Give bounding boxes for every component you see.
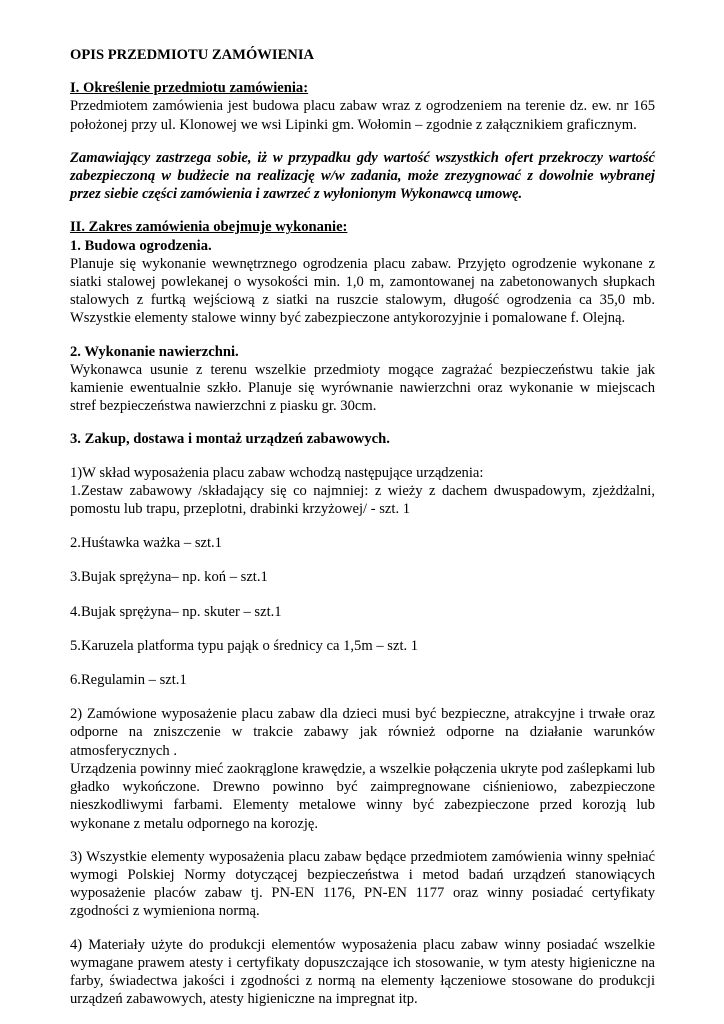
device-item: 3.Bujak sprężyna– np. koń – szt.1 [70,569,268,586]
section-1-heading: I. Określenie przedmiotu zamówienia: [70,80,309,97]
device-item: 5.Karuzela platforma typu pająk o średnicy ca 1,5m – szt. 1 [70,637,419,654]
section-1-text: Przedmiotem zamówienia jest budowa placu zabaw wraz z ogrodzeniem na terenie dz. ew. nr 165 położonej przy ul. Klonowej we wsi Lipinki gm. Wołomin – zgodnie z załącznikiem graficznym. [70,98,655,133]
requirement-4: 4) Materiały użyte do produkcji elementów wyposażenia placu zabaw winny posiadać wszelkie wymagane prawem atesty i certyfikaty dopuszczające ich stosowanie, w tym atesty higieniczne na farby, świadectwa jakości i zgodności z normą na elementy łączeniowe stosowane do produkcji urządzeń zabawowych, atesty higieniczne na impregnat itp. [70,936,655,1008]
requirement-2a: 2) Zamówione wyposażenie placu zabaw dla dzieci musi być bezpieczne, atrakcyjne i trwałe oraz odporne na zniszczenie w trakcie zabawy jak również odporne na działanie warunków atmosferycznych . [70,706,655,759]
item-3-title: 3. Zakup, dostawa i montaż urządzeń zabawowych. [70,431,390,448]
requirement-2b: Urządzenia powinny mieć zaokrąglone krawędzie, a wszelkie połączenia ukryte pod zaślepkami lub gładko wykończone. Drewno powinno być zaimpregnowane ciśnieniowo, zabezpieczone nieszkodliwymi farbami. Elementy metalowe winny być zabezpieczone przed korozją lub wykonane z metalu odpornego na korozję. [70,760,655,832]
section-1-note: Zamawiający zastrzega sobie, iż w przypadku gdy wartość wszystkich ofert przekroczy wartość zabezpieczoną w budżecie na realizację w/w zadania, może zrezygnować z dowolnie wybranej przez siebie części zamówienia i zawrzeć z wyłonionym Wykonawcą umowę. [70,149,655,203]
item-1-text: Planuje się wykonanie wewnętrznego ogrodzenia placu zabaw. Przyjęto ogrodzenie wykonane z siatki stalowej powlekanej o wysokości min. 1,0 m, zamontowanej na zabetonowanych słupkach stalowych z furtką wejściową z siatki na ruszcie stalowym, długość ogrodzenia ca 35,0 mb. Wszystkie elementy stalowe winny być zabezpieczone antykorozyjnie i pomalowane f. Olejną. [70,255,655,327]
requirement-3: 3) Wszystkie elementy wyposażenia placu zabaw będące przedmiotem zamówienia winny spełniać wymogi Polskiej Normy dotyczącej bezpieczeństwa i metod badań urządzeń stanowiących wyposażenie placów zabaw tj. PN-EN 1176, PN-EN 1177 oraz winny posiadać certyfikaty zgodności z wymieniona normą. [70,848,655,920]
document-title: OPIS PRZEDMIOTU ZAMÓWIENIA [70,47,315,63]
section-2-heading: II. Zakres zamówienia obejmuje wykonanie: [70,219,348,236]
item-2-title: 2. Wykonanie nawierzchni. [70,343,239,360]
item-2-text: Wykonawca usunie z terenu wszelkie przedmioty mogące zagrażać bezpieczeństwu takie jak kamienie ewentualnie szkło. Planuje się wyrównanie nawierzchni oraz wykonanie w miejscach stref bezpieczeństwa nawierzchni z piasku gr. 30cm. [70,361,655,415]
document-page [70,46,655,1008]
device-item: 1.Zestaw zabawowy /składający się co najmniej: z wieży z dachem dwuspadowym, zjeżdżalni, pomostu lub trapu, przeplotni, drabinki krzyżowej/ - szt. 1 [70,482,655,518]
devices-intro: 1)W skład wyposażenia placu zabaw wchodzą następujące urządzenia: [70,464,484,481]
device-item: 2.Huśtawka ważka – szt.1 [70,535,222,552]
device-item: 4.Bujak sprężyna– np. skuter – szt.1 [70,603,282,620]
item-1-title: 1. Budowa ogrodzenia. [70,237,212,254]
device-item: 6.Regulamin – szt.1 [70,672,187,689]
